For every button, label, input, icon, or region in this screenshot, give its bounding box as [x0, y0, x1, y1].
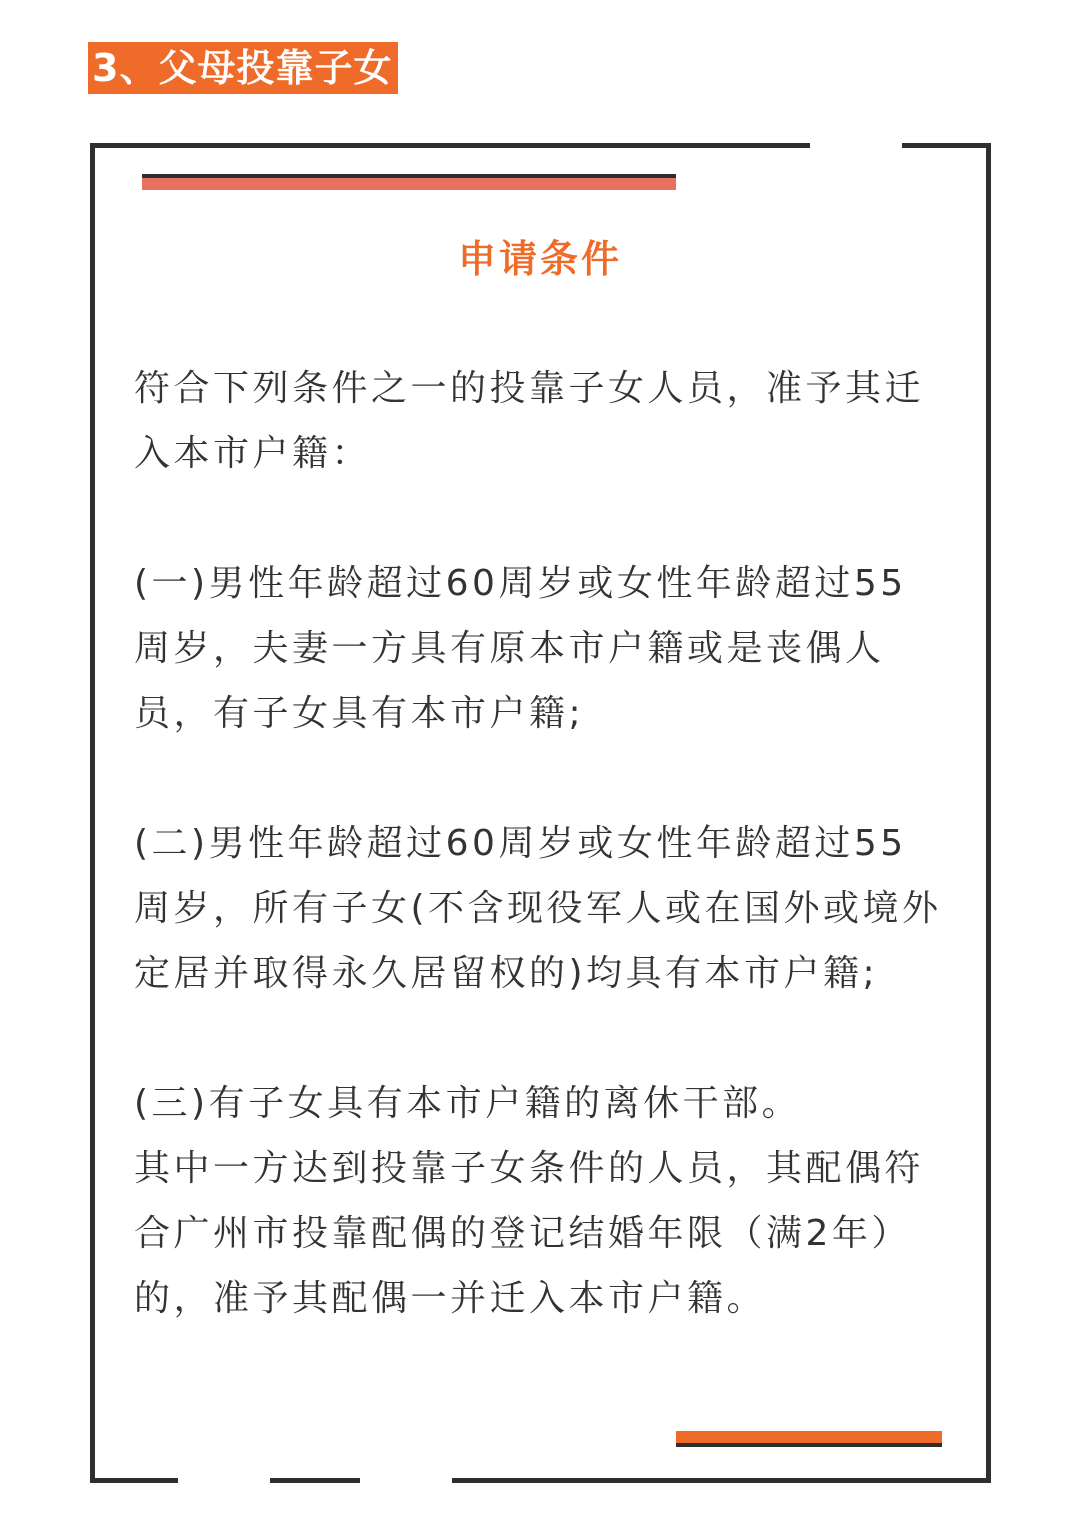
section-tag: 3、父母投靠子女 — [88, 42, 398, 94]
spacer — [134, 746, 946, 811]
condition-item: (二)男性年龄超过60周岁或女性年龄超过55周岁，所有子女(不含现役军人或在国外或境外定居并取得永久居留权的)均具有本市户籍; — [134, 823, 942, 994]
frame-bottom-right — [452, 1478, 991, 1483]
bottom-accent-bar — [676, 1431, 942, 1447]
intro-paragraph: 符合下列条件之一的投靠子女人员，准予其迁入本市户籍： — [134, 368, 925, 474]
spacer — [134, 1006, 946, 1071]
frame-right — [986, 143, 991, 1483]
condition-item: (一)男性年龄超过60周岁或女性年龄超过55周岁，夫妻一方具有原本市户籍或是丧偶人员，有子女具有本市户籍; — [134, 563, 907, 734]
top-accent-bar — [142, 174, 676, 190]
spacer — [134, 486, 946, 551]
frame-top-left — [90, 143, 810, 148]
spouse-note: 其中一方达到投靠子女条件的人员，其配偶符合广州市投靠配偶的登记结婚年限（满2年）的，准予其配偶一并迁入本市户籍。 — [134, 1148, 925, 1319]
condition-item: (三)有子女具有本市户籍的离休干部。 — [134, 1083, 802, 1124]
frame-top-right — [902, 143, 991, 148]
frame-left — [90, 143, 95, 1483]
conditions-body — [134, 356, 946, 1331]
frame-bottom-middle — [270, 1478, 360, 1483]
section-heading: 申请条件 — [457, 237, 622, 281]
frame-bottom-left — [90, 1478, 178, 1483]
